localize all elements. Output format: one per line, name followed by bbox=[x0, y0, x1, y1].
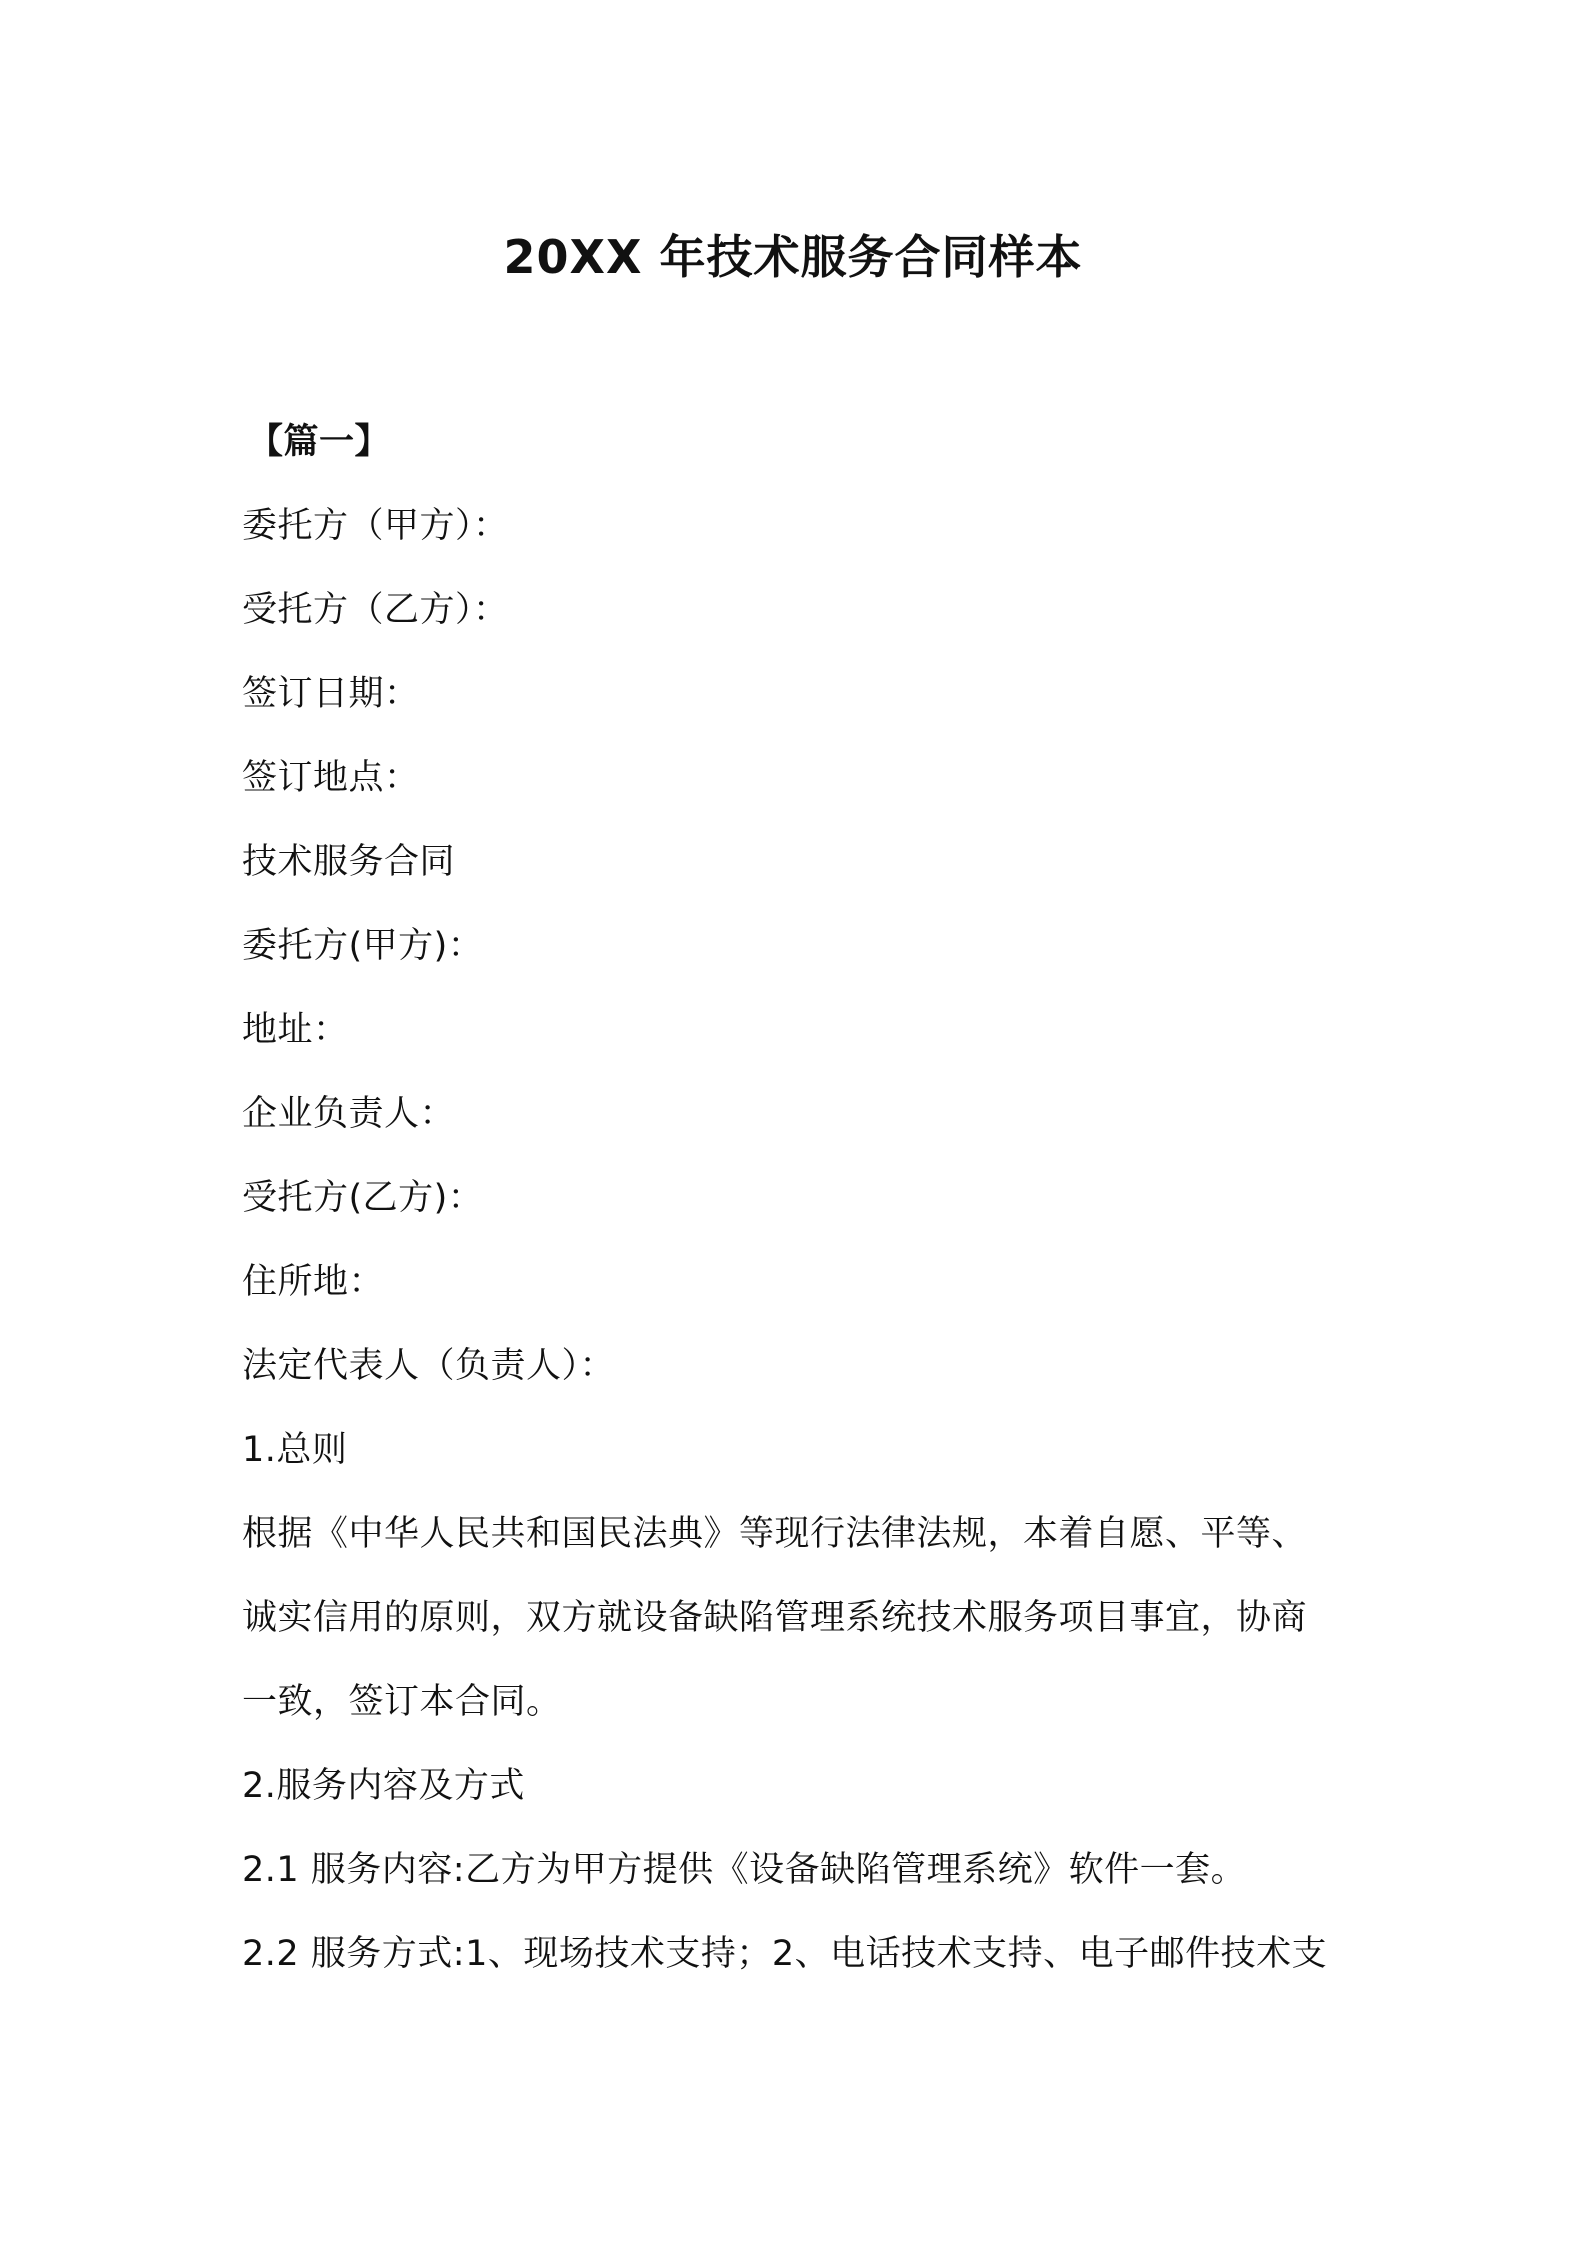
clause-2-1: 2.1 服务内容:乙方为甲方提供《设备缺陷管理系统》软件一套。 bbox=[242, 1850, 1247, 1890]
contract-name: 技术服务合同 bbox=[242, 842, 456, 882]
field-legal-representative: 法定代表人（负责人）： bbox=[242, 1346, 616, 1386]
field-domicile: 住所地： bbox=[242, 1262, 385, 1302]
paragraph-1-line-3: 一致，签订本合同。 bbox=[242, 1682, 562, 1722]
document-body bbox=[242, 400, 1352, 1996]
field-contractor-party-b-2: 受托方(乙方)： bbox=[242, 1178, 484, 1218]
paragraph-1-line-2: 诚实信用的原则，双方就设备缺陷管理系统技术服务项目事宜，协商 bbox=[242, 1598, 1308, 1638]
field-signing-date: 签订日期： bbox=[242, 674, 420, 714]
field-address: 地址： bbox=[242, 1010, 349, 1050]
paragraph-1-line-1: 根据《中华人民共和国民法典》等现行法律法规，本着自愿、平等、 bbox=[242, 1514, 1308, 1554]
field-client-party-a-2: 委托方(甲方)： bbox=[242, 926, 484, 966]
section-1-heading: 1.总则 bbox=[242, 1430, 348, 1470]
field-contractor-party-b: 受托方（乙方）： bbox=[242, 590, 509, 630]
section-heading: 【篇一】 bbox=[248, 422, 391, 462]
field-client-party-a: 委托方（甲方）： bbox=[242, 506, 509, 546]
clause-2-2: 2.2 服务方式:1、现场技术支持；2、电话技术支持、电子邮件技术支 bbox=[242, 1934, 1328, 1974]
document-title: 20XX 年技术服务合同样本 bbox=[503, 230, 1083, 284]
field-enterprise-principal: 企业负责人： bbox=[242, 1094, 456, 1134]
field-signing-place: 签订地点： bbox=[242, 758, 420, 798]
section-2-heading: 2.服务内容及方式 bbox=[242, 1766, 525, 1806]
